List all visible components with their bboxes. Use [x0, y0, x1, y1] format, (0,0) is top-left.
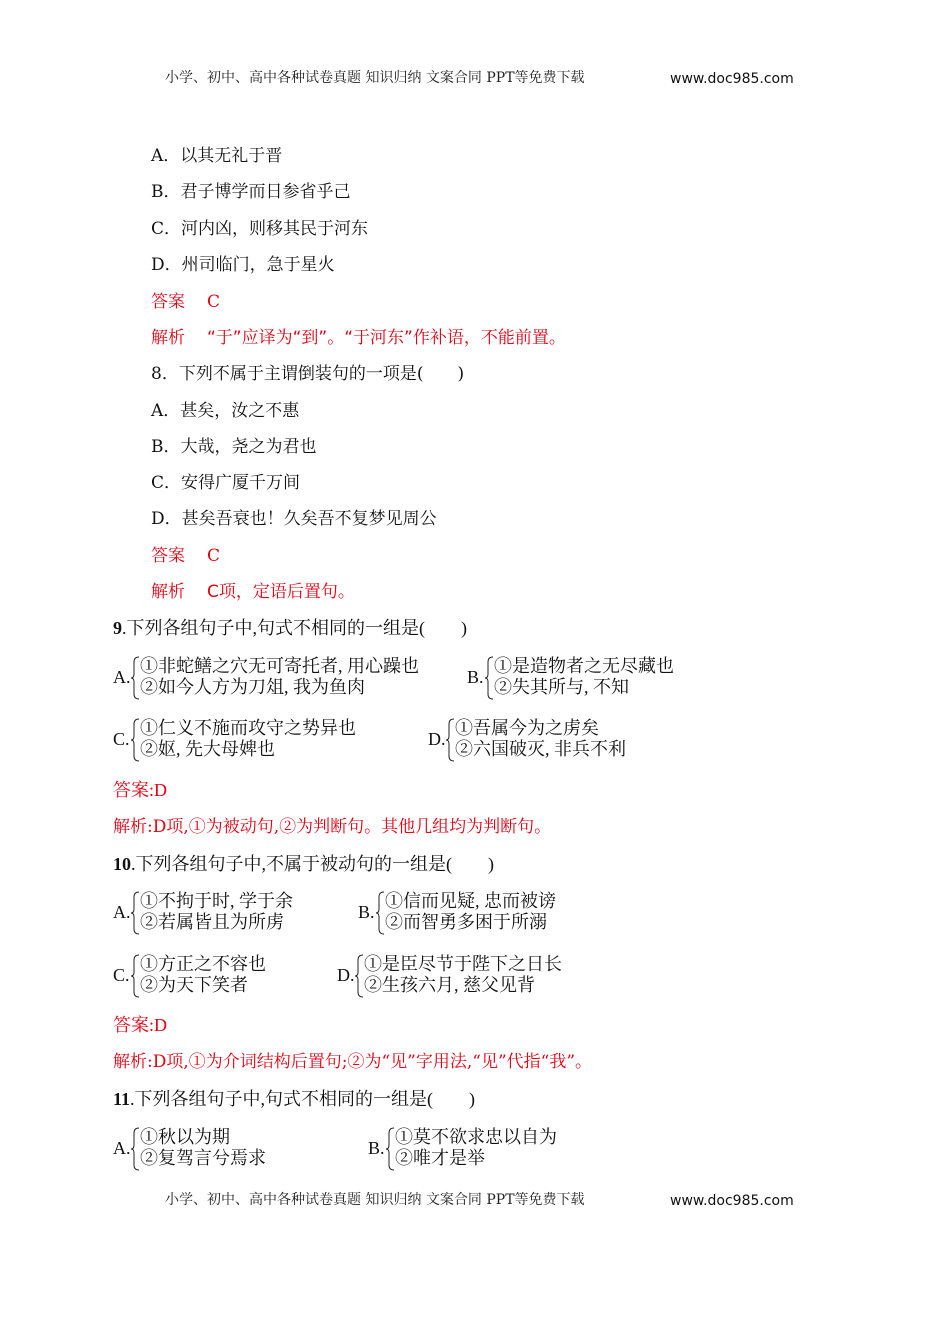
sentence-2: ②生孩六月, 慈父见背 — [364, 975, 535, 995]
q7-option-a: A．以其无礼于晋 — [151, 146, 283, 166]
q7-option-d: D．州司临门，急于星火 — [151, 255, 335, 275]
sentence-1: ①仁义不施而攻守之势异也 — [140, 718, 356, 738]
sentence-2: ②如今人方为刀俎, 我为鱼肉 — [140, 677, 365, 697]
sentence-2: ②为天下笑者 — [140, 975, 248, 995]
option-label: A. — [113, 1138, 131, 1158]
sentence-1: ①吾属今为之虏矣 — [455, 718, 599, 738]
q10-question — [113, 854, 494, 874]
q8-answer — [151, 546, 220, 566]
analysis-label: 解析 — [151, 328, 185, 348]
sentence-2: ②唯才是举 — [395, 1148, 485, 1168]
q7-answer — [151, 292, 220, 312]
header-text: 小学、初中、高中各种试卷真题 知识归纳 文案合同 PPT等免费下载 — [165, 70, 585, 86]
option-label: B. — [467, 667, 484, 687]
q8-option-c: C．安得广厦千万间 — [151, 473, 301, 493]
sentence-1: ①莫不欲求忠以自为 — [395, 1127, 557, 1147]
analysis-text: “于”应译为“到”。“于河东”作补语，不能前置。 — [207, 328, 566, 348]
option-label: D. — [428, 729, 446, 749]
q11-question — [113, 1089, 475, 1109]
q10-answer: 答案:D — [113, 1015, 167, 1035]
q9-answer: 答案:D — [113, 780, 167, 800]
option-label: C. — [113, 965, 130, 985]
q9-analysis: 解析:D项,①为被动句,②为判断句。其他几组均为判断句。 — [113, 817, 552, 837]
answer-label: 答案 — [151, 292, 185, 312]
question-text: .下列各组句子中,句式不相同的一组是( ) — [130, 1089, 476, 1109]
q7-option-c: C．河内凶，则移其民于河东 — [151, 219, 369, 239]
sentence-1: ①是臣尽节于陛下之日长 — [364, 954, 562, 974]
answer-label: 答案 — [151, 546, 185, 566]
question-number: 11 — [113, 1089, 131, 1109]
sentence-2: ②妪, 先大母婢也 — [140, 739, 275, 759]
q8-question: 8．下列不属于主谓倒装句的一项是( ) — [151, 364, 465, 384]
sentence-1: ①非蛇鳝之穴无可寄托者, 用心躁也 — [140, 656, 419, 676]
q8-analysis — [151, 582, 355, 602]
answer-value: C — [207, 292, 221, 312]
sentence-2: ②六国破灭, 非兵不利 — [455, 739, 626, 759]
answer-value: C — [207, 546, 221, 566]
footer-url[interactable]: www.doc985.com — [670, 1193, 794, 1209]
analysis-text: C项，定语后置句。 — [207, 582, 355, 602]
sentence-2: ②而智勇多困于所溺 — [385, 912, 547, 932]
sentence-1: ①不拘于时, 学于余 — [140, 891, 293, 911]
q7-option-b: B．君子博学而日参省乎己 — [151, 182, 351, 202]
question-text: .下列各组句子中,不属于被动句的一组是( ) — [131, 854, 494, 874]
sentence-1: ①信而见疑, 忠而被谤 — [385, 891, 556, 911]
question-number: 9 — [113, 618, 122, 638]
option-label: C. — [113, 729, 130, 749]
q7-analysis — [151, 328, 566, 348]
option-label: A. — [113, 667, 131, 687]
sentence-2: ②失其所与, 不知 — [494, 677, 629, 697]
header-url[interactable]: www.doc985.com — [670, 71, 794, 87]
q8-option-b: B．大哉，尧之为君也 — [151, 437, 317, 457]
sentence-1: ①方正之不容也 — [140, 954, 266, 974]
question-number: 10 — [113, 854, 131, 874]
sentence-1: ①是造物者之无尽藏也 — [494, 656, 674, 676]
option-label: D. — [337, 965, 355, 985]
option-label: B. — [358, 902, 375, 922]
sentence-2: ②若属皆且为所虏 — [140, 912, 284, 932]
q8-option-d: D．甚矣吾衰也！久矣吾不复梦见周公 — [151, 509, 437, 529]
footer-text: 小学、初中、高中各种试卷真题 知识归纳 文案合同 PPT等免费下载 — [165, 1192, 585, 1208]
q8-option-a: A．甚矣，汝之不惠 — [151, 401, 300, 421]
option-label: A. — [113, 902, 131, 922]
sentence-1: ①秋以为期 — [140, 1127, 230, 1147]
option-label: B. — [368, 1138, 385, 1158]
question-text: .下列各组句子中,句式不相同的一组是( ) — [122, 618, 467, 638]
analysis-label: 解析 — [151, 582, 185, 602]
sentence-2: ②复驾言兮焉求 — [140, 1148, 266, 1168]
q9-question — [113, 618, 467, 638]
q10-analysis: 解析:D项,①为介词结构后置句;②为“见”字用法,“见”代指“我”。 — [113, 1052, 593, 1072]
